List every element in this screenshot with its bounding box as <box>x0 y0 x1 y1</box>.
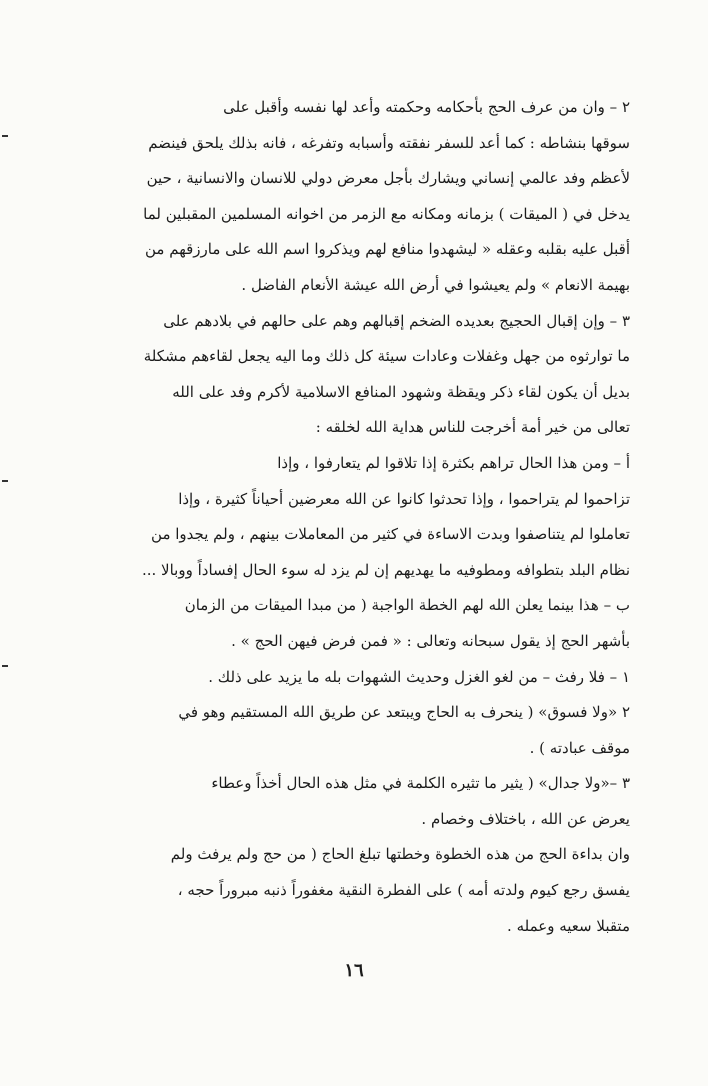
margin-mark <box>2 480 8 482</box>
text-line: ١ – فلا رفث – من لغو الغزل وحديث الشهوات بله ما يزيد على ذلك . <box>208 667 630 686</box>
text-line: يفسق رجع كيوم ولدته أمه ) على الفطرة النقية مغفوراً ذنبه مبروراً حجه ، <box>177 881 630 900</box>
text-line: أ – ومن هذا الحال تراهم بكثرة إذا تلاقوا لم يتعارفوا ، وإذا <box>277 453 630 472</box>
text-line: وان بداءة الحج من هذه الخطوة وخطتها تبلغ الحاج ( من حج ولم يرفث ولم <box>170 845 630 864</box>
text-line: بأشهر الحج إذ يقول سبحانه وتعالى : « فمن فرض فيهن الحج » . <box>231 631 630 650</box>
text-line: ٣ – وإن إقبال الحجيج بعديده الضخم إقبالهم وهم على حالهم في بلادهم على <box>163 311 630 330</box>
text-line: تعالى من خير أمة أخرجت للناس هداية الله لخلقه : <box>315 418 630 437</box>
text-line: نظام البلد بتطوافه ومطوفيه ما يهديهم إن لم يزد له سوء الحال إفساداً ووبالا ... <box>141 560 630 579</box>
text-line: ما توارثوه من جهل وغفلات وعادات سيئة كل ذلك وما اليه يجعل لقاءهم مشكلة <box>143 347 630 366</box>
text-line: بديل أن يكون لقاء ذكر ويقظة وشهود المنافع الاسلامية لأكرم وفد على الله <box>172 382 630 401</box>
text-line: يعرض عن الله ، باختلاف وخصام . <box>421 809 630 828</box>
text-line: ب – هذا بينما يعلن الله لهم الخطة الواجبة ( من مبدا الميقات من الزمان <box>184 596 630 615</box>
body-text <box>70 90 630 944</box>
text-line: ٣ –«ولا جدال» ( يثير ما تثيره الكلمة في مثل هذه الحال أخذاً وعطاء <box>211 774 630 793</box>
text-line: يدخل في ( الميقات ) بزمانه ومكانه مع الزمر من اخوانه المسلمين المقبلين لما <box>143 204 630 223</box>
text-line: تزاحموا لم يتراحموا ، وإذا تحدثوا كانوا عن الله معرضين أحياناً كثيرة ، وإذا <box>178 489 630 508</box>
text-line: أقبل عليه بقلبه وعقله « ليشهدوا منافع لهم ويذكروا اسم الله على مارزقهم من <box>144 240 630 259</box>
text-line: لأعظم وفد عالمي إنساني ويشارك بأجل معرض دولي للانسان والانسانية ، حين <box>146 169 630 188</box>
margin-mark <box>2 665 8 667</box>
text-line: ٢ – وان من عرف الحج بأحكامه وحكمته وأعد لها نفسه وأقبل على <box>223 98 630 116</box>
page-number: ١٦ <box>344 960 364 981</box>
text-line: بهيمة الانعام » ولم يعيشوا في أرض الله عيشة الأنعام الفاضل . <box>241 275 630 294</box>
text-line: ٢ «ولا فسوق» ( ينحرف به الحاج ويبتعد عن طريق الله المستقيم وهو في <box>178 703 630 722</box>
text-line: سوقها بنشاطه : كما أعد للسفر نفقته وأسبابه وتفرغه ، فانه بذلك يلحق فينضم <box>148 133 630 152</box>
text-line: موقف عبادته ) . <box>529 738 630 757</box>
margin-mark <box>2 135 8 137</box>
text-line: متقبلا سعيه وعمله . <box>507 916 630 935</box>
text-line: تعاملوا لم يتناصفوا وبدت الاساءة في كثير من المعاملات بينهم ، ولم يجدوا من <box>151 525 630 544</box>
